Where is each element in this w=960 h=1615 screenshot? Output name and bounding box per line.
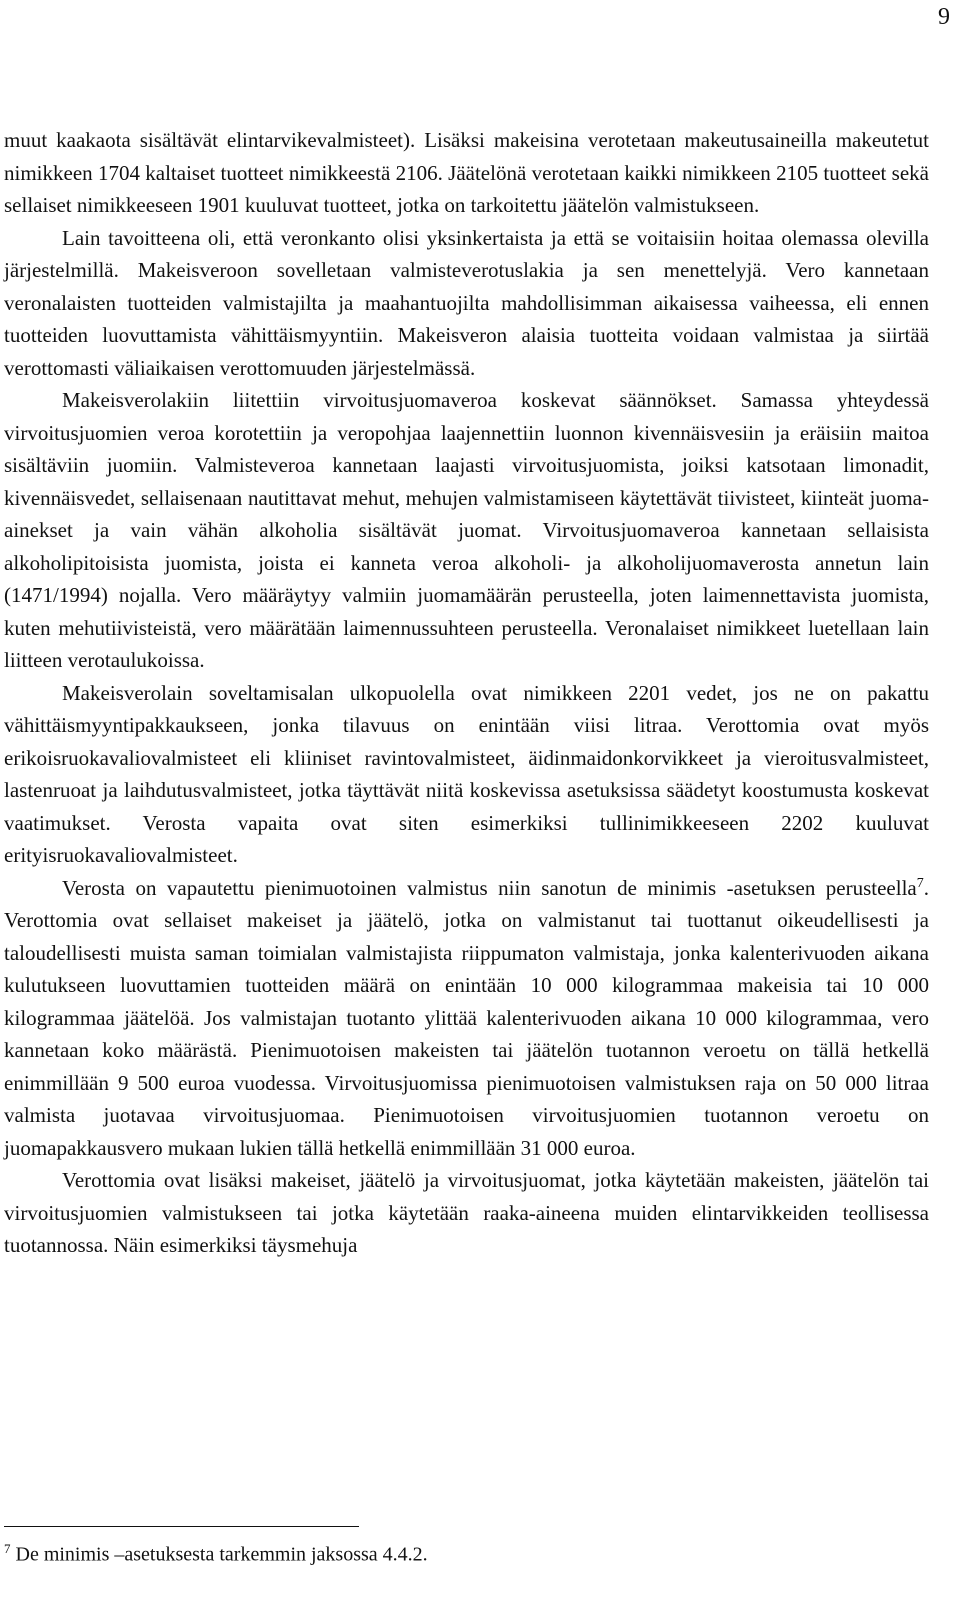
paragraph: muut kaakaota sisältävät elintarvikevalmisteet). Lisäksi makeisina verotetaan makeutusaineilla makeutetut nimikkeen 1704 kaltaiset tuotteet nimikkeestä 2106. Jäätelönä verotetaan kaikki nimikkeen 2105 tuotteet sekä sellaiset nimikkeeseen 1901 kuuluvat tuotteet, jotka on tarkoitettu jäätelön valmistukseen. — [4, 128, 929, 217]
paragraph: Makeisverolain soveltamisalan ulkopuolella ovat nimikkeen 2201 vedet, jos ne on pakattu vähittäismyyntipakkaukseen, jonka tilavuus on enintään viisi litraa. Verottomia ovat myös erikoisruokavaliovalmisteet eli kliiniset ravintovalmisteet, äidinmaidonkorvikkeet ja vieroitusvalmisteet, lastenruoat ja laihdutusvalmisteet, jotka täyttävät niitä koskevissa asetuksissa säädetyt koostumusta koskevat vaatimukset. Verosta vapaita ovat siten esimerkiksi tullinimikkeeseen 2202 kuuluvat erityisruokavaliovalmisteet. — [4, 680, 929, 867]
paragraph-text: . Verottomia ovat sellaiset makeiset ja jäätelö, jotka on valmistanut tai tuottanut oikeudellisesti ja taloudellisesti muista saman toimialan valmistajista riippumaton valmistaja, jonka kalenterivuoden aikana kulutukseen luovuttamien tuotteiden määrä on enintään 10 000 kilogrammaa makeisia tai 10 000 kilogrammaa jäätelöä. Jos valmistajan tuotanto ylittää kalenterivuoden aikana 10 000 kilogrammaa, vero kannetaan koko määrästä. Pienimuotoisen makeisten tai jäätelön tuotannon veroetu on tällä hetkellä enimmillään 9 500 euroa vuodessa. Virvoitusjuomissa pienimuotoisen valmistuksen raja on 50 000 litraa valmista juotavaa virvoitusjuomaa. Pienimuotoisen virvoitusjuomien tuotannon veroetu on juomapakkausvero mukaan lukien tällä hetkellä enimmillään 31 000 euroa. — [4, 875, 929, 1160]
paragraph: Makeisverolakiin liitettiin virvoitusjuomaveroa koskevat säännökset. Samassa yhteydessä virvoitusjuomien veroa korotettiin ja veropohjaa laajennettiin luonnon kivennäisvesiin ja eräisiin maitoa sisältäviin juomiin. Valmisteveroa kannetaan laajasti virvoitusjuomista, joiksi katsotaan limonadit, kivennäisvedet, sellaisenaan nautittavat mehut, mehujen valmistamiseen käytettävät tiivisteet, kiinteät juoma-ainekset ja vain vähän alkoholia sisältävät juomat. Virvoitusjuomaveroa kannetaan sellaisista alkoholipitoisista juomista, joista ei kanneta veroa alkoholi- ja alkoholijuomaverosta annetun lain (1471/1994) nojalla. Vero määräytyy valmiin juomamäärän perusteella, joten laimennettavista juomista, kuten mehutiivisteistä, vero määrätään laimennussuhteen perusteella. Veronalaiset nimikkeet luetellaan lain liitteen verotaulukoissa. — [4, 388, 929, 672]
paragraph — [4, 872, 929, 1165]
footnote — [4, 1535, 904, 1569]
footnote-text: De minimis –asetuksesta tarkemmin jaksossa 4.4.2. — [10, 1543, 428, 1566]
paragraph-text: Verosta on vapautettu pienimuotoinen valmistus niin sanotun de minimis -asetuksen perusteella — [62, 875, 917, 900]
footnote-marker: 7 — [4, 1541, 11, 1556]
page-number: 9 — [938, 4, 950, 30]
footnote-reference[interactable]: 7 — [916, 875, 924, 891]
paragraph: Verottomia ovat lisäksi makeiset, jäätelö ja virvoitusjuomat, jotka käytetään makeisten, jäätelön tai virvoitusjuomien valmistukseen tai jotka käytetään raaka-aineena muiden elintarvikkeiden teollisessa tuotannossa. Näin esimerkiksi täysmehuja — [4, 1168, 929, 1257]
paragraph: Lain tavoitteena oli, että veronkanto olisi yksinkertaista ja että se voitaisiin hoitaa olemassa olevilla järjestelmillä. Makeisveroon sovelletaan valmisteverotuslakia ja sen menettelyjä. Vero kannetaan veronalaisten tuotteiden valmistajilta ja maahantuojilta mahdollisimman aikaisessa vaiheessa, eli ennen tuotteiden luovuttamista vähittäismyyntiin. Makeisveron alaisia tuotteita voidaan valmistaa ja siirtää verottomasti väliaikaisen verottomuuden järjestelmässä. — [4, 225, 929, 380]
footnote-divider — [4, 1526, 359, 1527]
body-text — [4, 124, 929, 1262]
